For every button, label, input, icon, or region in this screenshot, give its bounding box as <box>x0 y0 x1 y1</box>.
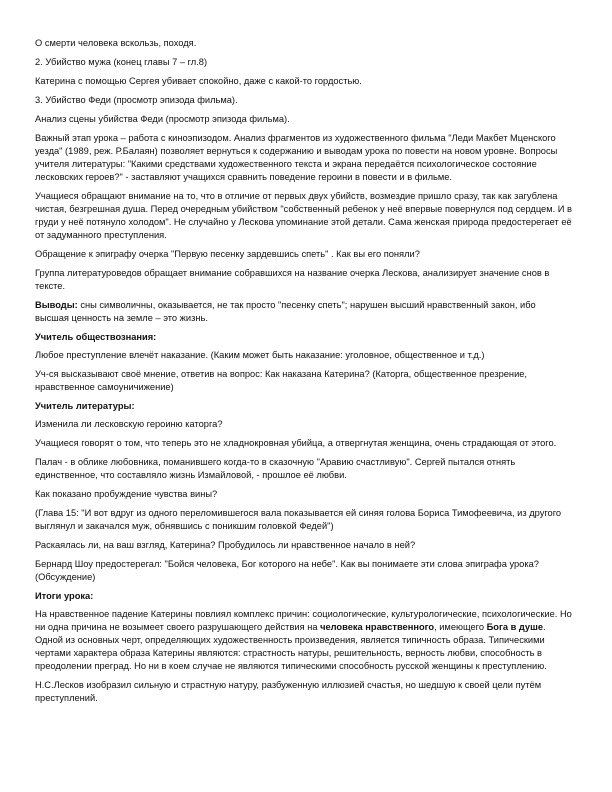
conclusions-label: Выводы: <box>35 300 78 310</box>
paragraph-husband-murder: 2. Убийство мужа (конец главы 7 – гл.8) <box>35 57 208 67</box>
paragraph-punishment: Любое преступление влечёт наказание. (Каким может быть наказание: уголовное, общественное и т.д.) <box>35 350 485 360</box>
results-text-part2: , имеющего <box>434 622 487 632</box>
paragraph-film-episode: Важный этап урока – работа с киноэпизодом. Анализ фрагментов из художественного фильма "Леди Макбет Мценского уезда" (1989, реж. Р.Балаян) позволяет вернуться к содержанию и выводам урока по повести на новом уровне. Вопросы учителя литературы: "Какими средствами художественного текста и экрана передаётся психологическое состояние лесковских героев?" - заставляют учащихся сравнить поведение героини в повести и в фильме. <box>35 133 558 182</box>
paragraph-leskov-nature: Н.С.Лесков изобразил сильную и страстную натуру, разбуженную иллюзией счастья, но шедшую к своей цели путём преступлений. <box>35 680 542 703</box>
paragraph-shaw-epigraph: Бернард Шоу предостерегал: "Бойся человека, Бог которого на небе". Как вы понимаете эти слова эпиграфа урока? (Обсуждение) <box>35 559 539 582</box>
heading-lit-teacher: Учитель литературы: <box>35 401 135 411</box>
paragraph-katerina-kills: Катерина с помощью Сергея убивает спокойно, даже с какой-то гордостью. <box>35 76 362 86</box>
paragraph-retribution: Учащиеся обращают внимание на то, что в отличие от первых двух убийств, возмездие пришло сразу, так как загублена чистая, безгрешная душа. Перед очередным убийством "собственный ребенок у неё впервые повернулся под сердцем. И в груди у неё потянуло холодом". Не случайно у Лескова упоминание этой детали. Сама женская природа предостерегает её от задуманного преступления. <box>35 191 572 240</box>
results-bold-moral-person: человека нравственного <box>320 622 435 632</box>
paragraph-epigraph: Обращение к эпиграфу очерка "Первую песенку зардевшись спеть" . Как вы его поняли? <box>35 249 420 259</box>
paragraph-repentance: Раскаялась ли, на ваш взгляд, Катерина? Пробудилось ли нравственное начало в ней? <box>35 540 416 550</box>
paragraph-guilt-question: Как показано пробуждение чувства вины? <box>35 489 218 499</box>
paragraph-executioner: Палач - в облике любовника, поманившего когда-то в сказочную "Аравию счастливую". Сергей пытался отнять единственное, что составляло жизнь Измайловой, - прошлое её любви. <box>35 457 516 480</box>
heading-results: Итоги урока: <box>35 591 94 601</box>
paragraph-death-mention: О смерти человека вскользь, походя. <box>35 38 197 48</box>
paragraph-katorga-question: Изменила ли лесковскую героиню каторга? <box>35 419 223 429</box>
paragraph-literary-group: Группа литературоведов обращает внимание собравшихся на название очерка Лескова, анализирует значение снов в тексте. <box>35 268 550 291</box>
heading-social-teacher: Учитель обществознания: <box>35 332 157 342</box>
conclusions-text: сны символичны, оказывается, не так просто "песенку спеть"; нарушен высший нравственный закон, ибо высшая ценность на земле – это жизнь. <box>35 300 536 323</box>
results-bold-god-in-soul: Бога в душе <box>486 622 544 632</box>
paragraph-chapter-15: (Глава 15: "И вот вдруг из одного переломившегося вала показывается ей синяя голова Бориса Тимофеевича, из другого выглянул и закачался муж, обнявшись с поникшим головкой Федей") <box>35 508 562 531</box>
results-text-part3: . Одной из основных черт, определяющих художественность произведения, является типичность образа. Типическими чертами характера образа Катерины являются: страстность натуры, решительность, верность любви, способность в преодолении преград. Но ни в коем случае не являются типическими способность русской женщины к преступлению. <box>35 622 547 671</box>
paragraph-rejected-woman: Учащиеся говорят о том, что теперь это не хладнокровная убийца, а отвергнутая женщина, очень страдающая от этого. <box>35 438 557 448</box>
paragraph-moral-fall <box>35 608 572 673</box>
paragraph-scene-analysis: Анализ сцены убийства Феди (просмотр эпизода фильма). <box>35 114 290 124</box>
paragraph-conclusions <box>35 299 572 325</box>
paragraph-students-opinion: Уч-ся высказывают своё мнение, ответив на вопрос: Как наказана Катерина? (Каторга, общественное презрение, нравственное самоуничижение) <box>35 369 528 392</box>
results-text-part1: На нравственное падение Катерины повлиял комплекс причин: социологические, культурологические, психологические. Но ни одна причина не возымеет своего разрушающего действия на <box>35 609 572 632</box>
paragraph-fedya-murder: 3. Убийство Феди (просмотр эпизода фильма). <box>35 95 238 105</box>
